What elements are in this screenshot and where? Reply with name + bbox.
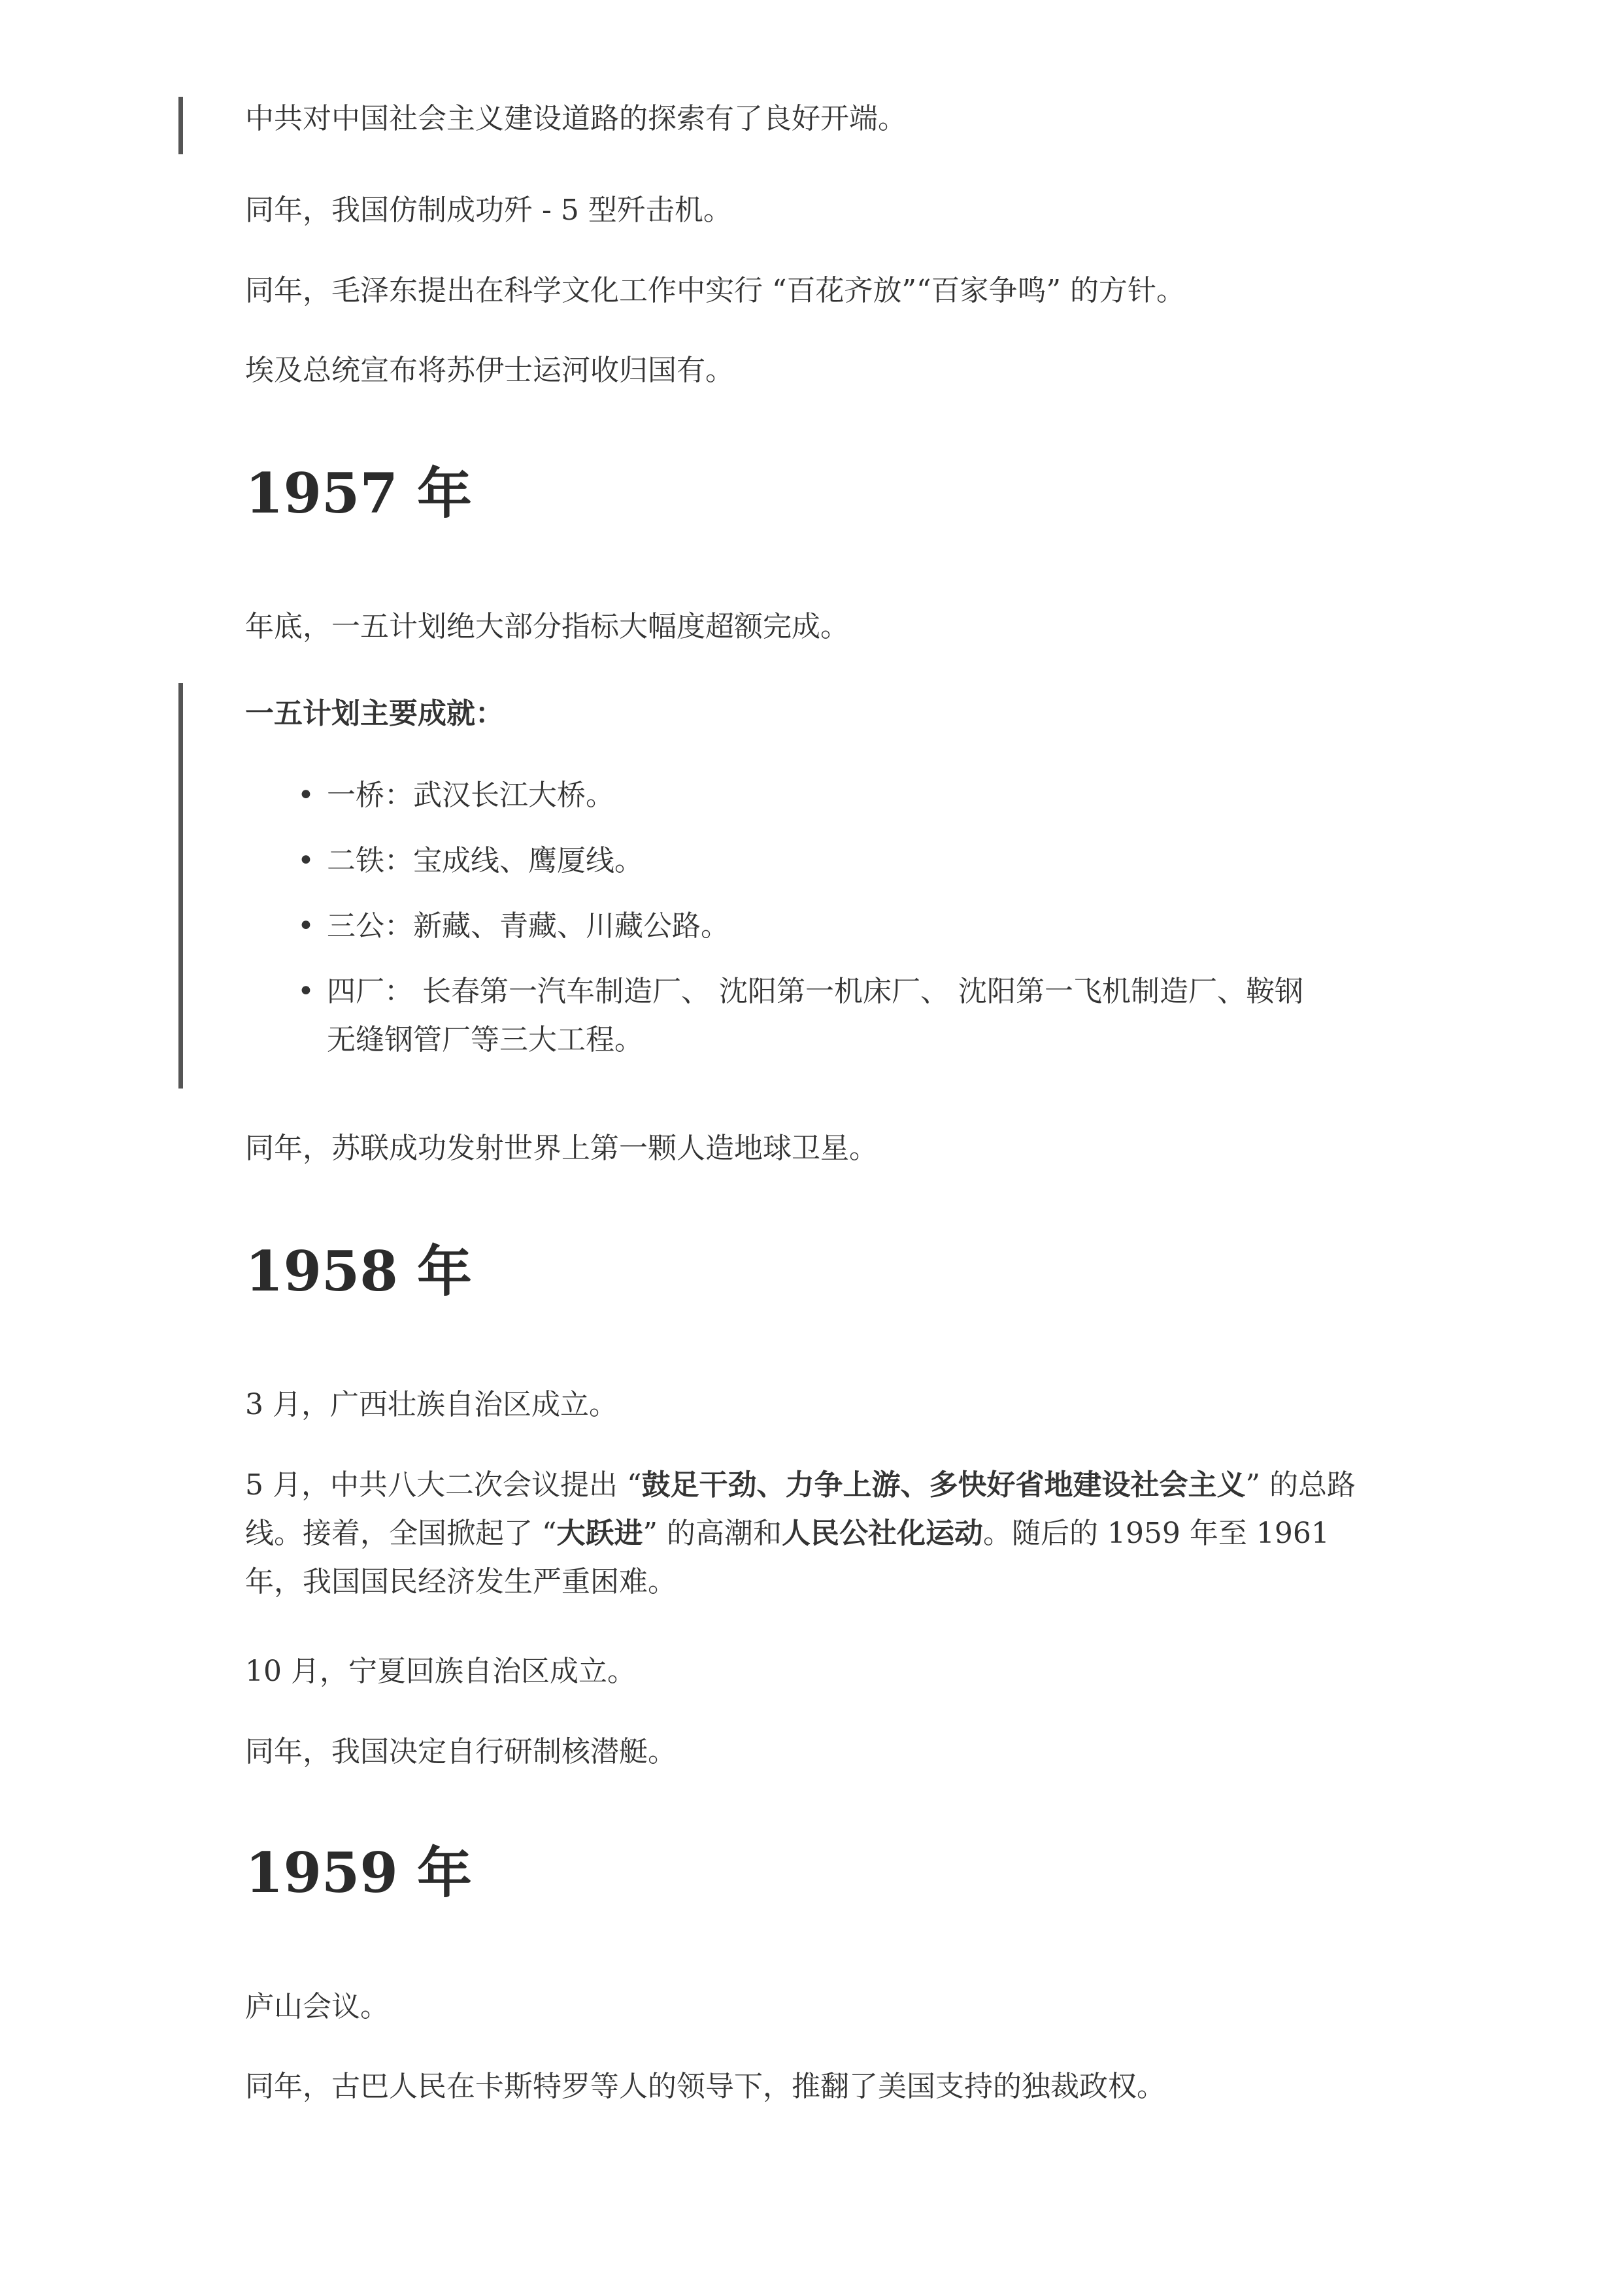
list-item bbox=[245, 902, 1330, 951]
list-item-text: 一桥：武汉长江大桥。 bbox=[327, 779, 614, 812]
bullet: • bbox=[297, 909, 314, 943]
quote-paragraph: 中共对中国社会主义建设道路的探索有了良好开端。 bbox=[245, 102, 907, 135]
year-heading-1958: 1958 年 bbox=[245, 1239, 473, 1304]
paragraph: 庐山会议。 bbox=[245, 1990, 389, 2023]
list-item bbox=[245, 837, 1330, 885]
paragraph: 同年，苏联成功发射世界上第一颗人造地球卫星。 bbox=[245, 1132, 878, 1165]
paragraph: 3 月，广西壮族自治区成立。 bbox=[245, 1388, 618, 1421]
paragraph: 同年，古巴人民在卡斯特罗等人的领导下，推翻了美国支持的独裁政权。 bbox=[245, 2070, 1165, 2103]
list-item bbox=[245, 771, 1330, 820]
text-run: 。随后的 1959 年至 1961 年，我国国民经济发生严重困难。 bbox=[245, 1517, 1330, 1598]
list-item-text: 三公：新藏、青藏、川藏公路。 bbox=[327, 909, 729, 943]
paragraph-general-line bbox=[245, 1461, 1389, 1606]
list-item-text: 四厂： 长春第一汽车制造厂、 沈阳第一机床厂、 沈阳第一飞机制造厂、鞍钢无缝钢管厂等三大工程。 bbox=[327, 975, 1303, 1056]
achievements-list bbox=[245, 771, 1330, 1081]
year-heading-1959: 1959 年 bbox=[245, 1840, 473, 1905]
bullet: • bbox=[297, 975, 314, 1008]
text-run: 5 月，中共八大二次会议提出 “ bbox=[245, 1468, 642, 1502]
paragraph: 年底，一五计划绝大部分指标大幅度超额完成。 bbox=[245, 610, 849, 643]
bold-text-run: 大跃进 bbox=[556, 1517, 643, 1550]
paragraph: 10 月，宁夏回族自治区成立。 bbox=[245, 1655, 636, 1688]
blockquote-bar bbox=[178, 97, 183, 154]
bullet: • bbox=[297, 844, 314, 877]
bold-text-run: 鼓足干劲、力争上游、多快好省地建设社会主义 bbox=[641, 1468, 1246, 1502]
text-run: ” 的总路线。接着，全国掀起了 “ bbox=[245, 1468, 1356, 1550]
paragraph: 同年，我国仿制成功歼 - 5 型歼击机。 bbox=[245, 194, 732, 227]
paragraph: 同年，毛泽东提出在科学文化工作中实行 “百花齐放”“百家争鸣” 的方针。 bbox=[245, 274, 1185, 307]
text-run: ” 的高潮和 bbox=[643, 1517, 782, 1550]
list-item-text: 二铁：宝成线、鹰厦线。 bbox=[327, 844, 643, 877]
paragraph: 同年，我国决定自行研制核潜艇。 bbox=[245, 1735, 677, 1768]
list-item bbox=[245, 968, 1330, 1064]
bullet: • bbox=[297, 779, 314, 812]
quote-title: 一五计划主要成就： bbox=[245, 697, 504, 730]
year-heading-1957: 1957 年 bbox=[245, 461, 473, 526]
bold-text-run: 人民公社化运动 bbox=[781, 1517, 983, 1550]
paragraph: 埃及总统宣布将苏伊士运河收归国有。 bbox=[245, 354, 734, 387]
blockquote-bar bbox=[178, 683, 183, 1089]
